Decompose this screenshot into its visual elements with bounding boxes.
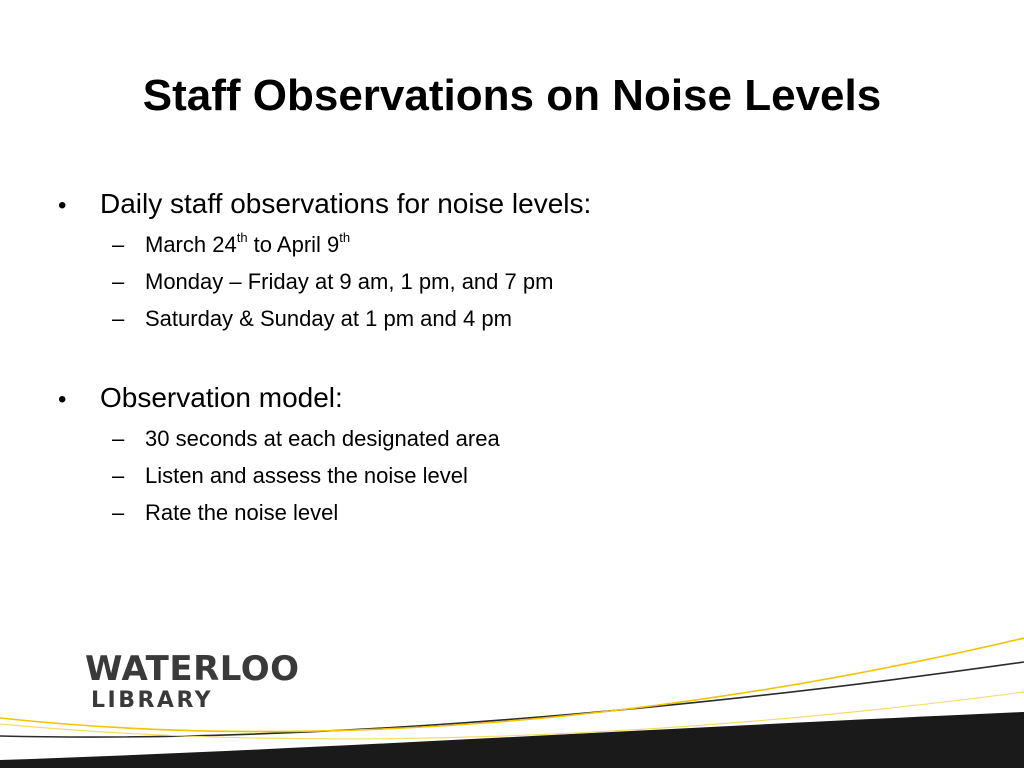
sub-bullet-item <box>58 457 958 494</box>
bullet-icon: • <box>58 386 67 413</box>
bullet-text: Daily staff observations for noise levels: <box>100 188 592 219</box>
sub-bullet-item <box>58 420 958 457</box>
sub-bullet-text: March 24th to April 9th <box>145 229 351 257</box>
slide-body <box>58 184 958 531</box>
waterloo-library-logo <box>85 650 300 714</box>
dash-icon: – <box>112 463 125 488</box>
sub-bullet-item <box>58 226 958 263</box>
dash-icon: – <box>112 306 125 331</box>
sub-bullet-item <box>58 263 958 300</box>
bullet-icon: • <box>58 192 67 219</box>
logo-line-1: WATERLOO <box>85 649 300 689</box>
sub-bullet-text: Monday – Friday at 9 am, 1 pm, and 7 pm <box>145 269 554 294</box>
dash-icon: – <box>112 269 125 294</box>
sub-bullet-item <box>58 494 958 531</box>
sub-bullet-text: 30 seconds at each designated area <box>145 426 500 451</box>
dash-icon: – <box>112 500 125 525</box>
dash-icon: – <box>112 426 125 451</box>
sub-bullet-text: Saturday & Sunday at 1 pm and 4 pm <box>145 306 512 331</box>
dash-icon: – <box>112 232 125 257</box>
bullet-item <box>58 184 958 226</box>
logo-line-2: LIBRARY <box>91 688 214 713</box>
slide-title: Staff Observations on Noise Levels <box>142 71 882 120</box>
sub-bullet-item <box>58 300 958 337</box>
sub-bullet-text: Listen and assess the noise level <box>145 463 468 488</box>
bullet-text: Observation model: <box>100 382 343 413</box>
sub-bullet-text: Rate the noise level <box>145 500 339 525</box>
bullet-item <box>58 378 958 420</box>
